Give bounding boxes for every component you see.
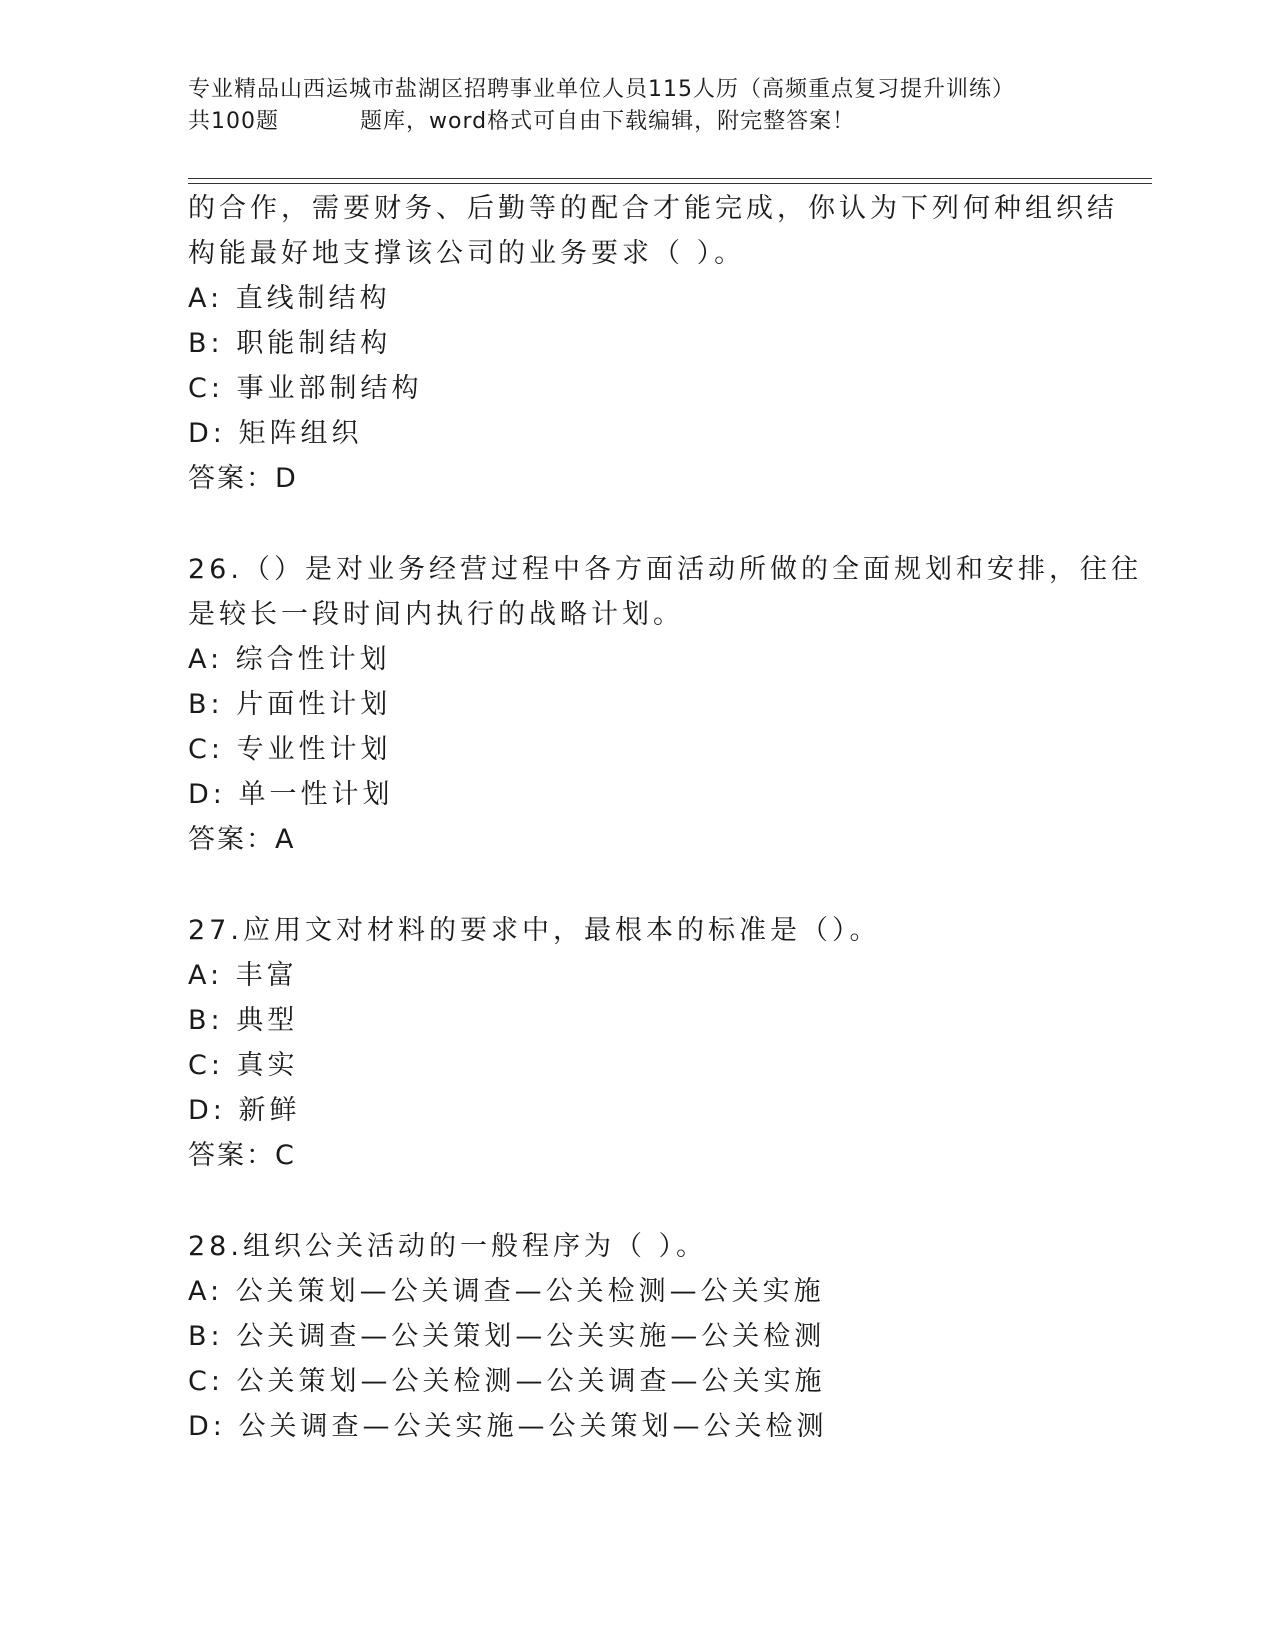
- option-c: C: 真实: [188, 1050, 299, 1081]
- option-a: A: 丰富: [188, 960, 298, 991]
- header-title: 专业精品山西运城市盐湖区招聘事业单位人员115人历（高频重点复习提升训练）: [188, 77, 1015, 102]
- header-question-count: 共100题: [188, 109, 279, 134]
- option-a: A: 公关策划—公关调查—公关检测—公关实施: [188, 1276, 825, 1307]
- option-b: B: 典型: [188, 1005, 299, 1036]
- option-b: B: 公关调查—公关策划—公关实施—公关检测: [188, 1321, 826, 1352]
- option-a: A: 综合性计划: [188, 644, 391, 675]
- header-line-2: [188, 106, 1148, 138]
- option-c: C: 专业性计划: [188, 734, 392, 765]
- option-d: D: 新鲜: [188, 1095, 301, 1126]
- answer-line: 答案：D: [188, 463, 298, 494]
- question-text-line: 的合作，需要财务、后勤等的配合才能完成，你认为下列何种组织结: [188, 193, 1118, 224]
- spacer: [188, 501, 1088, 547]
- answer-line: 答案：A: [188, 824, 296, 855]
- header-divider-top: [188, 178, 1152, 179]
- question-content: [188, 186, 1142, 1449]
- header-divider-bottom: [188, 183, 1152, 184]
- spacer: [188, 862, 1088, 908]
- question-text-line: 27.应用文对材料的要求中，最根本的标准是（）。: [188, 915, 881, 946]
- option-d: D: 公关调查—公关实施—公关策划—公关检测: [188, 1411, 828, 1442]
- option-d: D: 矩阵组织: [188, 418, 363, 449]
- question-block-26: [188, 547, 1142, 862]
- question-text-line: 26.（）是对业务经营过程中各方面活动所做的全面规划和安排，往往: [188, 554, 1142, 585]
- option-b: B: 片面性计划: [188, 689, 392, 720]
- question-text-line: 构能最好地支撑该公司的业务要求（ ）。: [188, 238, 746, 269]
- option-c: C: 事业部制结构: [188, 373, 423, 404]
- option-b: B: 职能制结构: [188, 328, 392, 359]
- question-block-27: [188, 908, 1088, 1178]
- document-header: [188, 74, 1148, 138]
- question-text-line: 28.组织公关活动的一般程序为（ ）。: [188, 1231, 708, 1262]
- option-c: C: 公关策划—公关检测—公关调查—公关实施: [188, 1366, 826, 1397]
- spacer: [188, 1178, 1088, 1224]
- question-block-continued: [188, 186, 1118, 501]
- header-subtitle: 题库，word格式可自由下载编辑，附完整答案！: [360, 109, 856, 134]
- answer-line: 答案：C: [188, 1140, 296, 1171]
- option-a: A: 直线制结构: [188, 283, 391, 314]
- option-d: D: 单一性计划: [188, 779, 394, 810]
- question-text-line: 是较长一段时间内执行的战略计划。: [188, 599, 684, 630]
- question-block-28: [188, 1224, 1088, 1449]
